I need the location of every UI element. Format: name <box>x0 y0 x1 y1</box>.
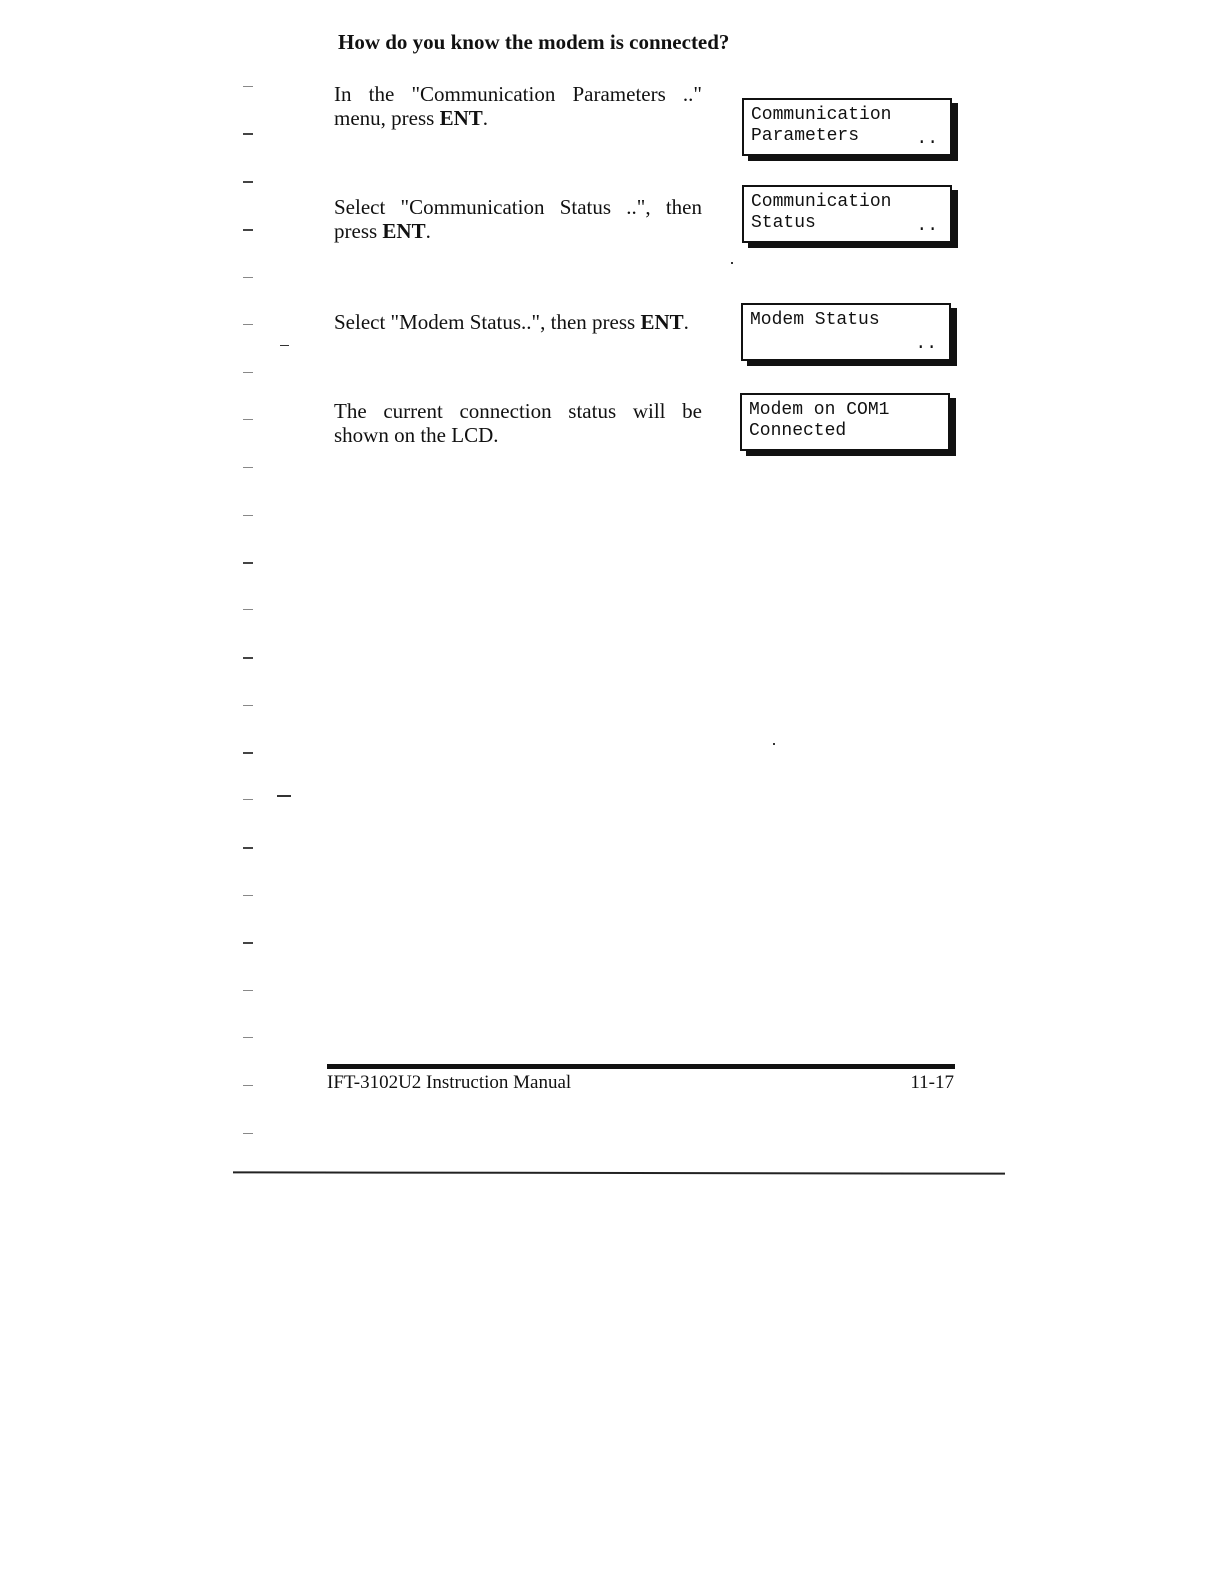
margin-tick <box>243 277 253 278</box>
lcd-line-2: Connected <box>749 421 847 441</box>
margin-tick <box>243 895 253 896</box>
margin-tick <box>243 657 253 659</box>
margin-tick <box>243 1037 253 1038</box>
margin-tick <box>243 562 253 564</box>
step-3-instruction <box>334 310 734 334</box>
lcd-line-2: Parameters <box>751 126 860 146</box>
scan-speck <box>731 262 733 264</box>
margin-tick <box>243 515 253 516</box>
margin-tick <box>243 181 253 183</box>
lcd-display-modem-status <box>741 303 951 361</box>
margin-tick <box>243 752 253 754</box>
margin-tick <box>243 372 253 373</box>
margin-tick <box>243 467 253 468</box>
scan-speck <box>277 795 291 797</box>
margin-tick <box>243 942 253 944</box>
margin-tick <box>243 419 253 420</box>
step-1-key: ENT <box>439 106 483 130</box>
margin-tick <box>243 86 253 87</box>
margin-tick <box>243 609 253 610</box>
step-1-text-end: . <box>482 106 489 130</box>
lcd-display-communication-parameters <box>742 98 952 156</box>
step-2-key: ENT <box>382 219 426 243</box>
step-3-text: Select "Modem Status..", then press <box>334 310 641 334</box>
margin-tick <box>243 705 253 706</box>
margin-tick <box>243 229 253 231</box>
step-3-key: ENT <box>640 310 684 334</box>
lcd-display-communication-status <box>742 185 952 243</box>
page-edge-line <box>233 1171 1005 1174</box>
step-2-instruction <box>334 195 702 243</box>
page-heading: How do you know the modem is connected? <box>338 30 730 54</box>
lcd-display-modem-connected <box>740 393 950 451</box>
margin-tick <box>243 847 253 849</box>
lcd-line-1: Modem on COM1 <box>749 400 890 420</box>
margin-tick <box>243 324 253 325</box>
footer-page-number: 11-17 <box>910 1072 954 1093</box>
lcd-line-1: Communication <box>751 192 892 212</box>
step-4-instruction <box>334 399 702 447</box>
step-2-text: Select "Communication Status ..", then press <box>334 195 702 243</box>
margin-tick <box>243 133 253 135</box>
step-1-text: In the "Communication Parameters .." menu, press <box>334 82 702 130</box>
step-4-text: The current connection status will be shown on the LCD. <box>334 399 702 447</box>
lcd-more-indicator: .. <box>916 129 938 149</box>
margin-tick <box>243 1085 253 1086</box>
footer-manual-title: IFT-3102U2 Instruction Manual <box>327 1072 572 1093</box>
step-2-text-end: . <box>425 219 431 243</box>
footer-rule <box>327 1064 955 1069</box>
step-3-text-end: . <box>683 310 689 334</box>
scan-speck <box>280 345 289 346</box>
step-1-instruction <box>334 82 702 130</box>
lcd-line-2: Status <box>751 213 816 233</box>
margin-tick <box>243 1133 253 1134</box>
lcd-line-1: Communication <box>751 105 892 125</box>
scan-speck <box>773 743 775 745</box>
margin-tick <box>243 799 253 800</box>
lcd-more-indicator: .. <box>915 334 937 354</box>
lcd-more-indicator: .. <box>916 216 938 236</box>
margin-tick <box>243 990 253 991</box>
lcd-line-1: Modem Status <box>750 310 880 330</box>
